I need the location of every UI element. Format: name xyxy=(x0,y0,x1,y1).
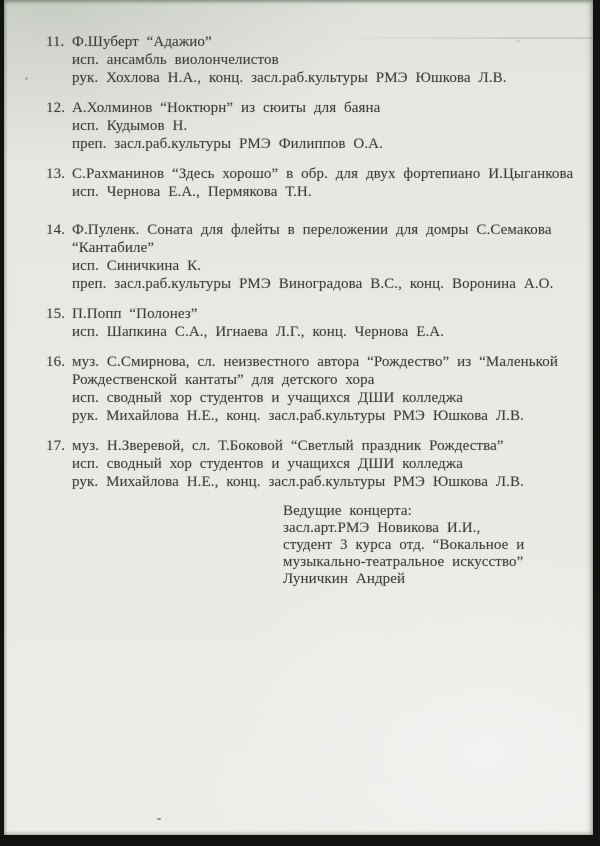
item-number: 14. xyxy=(46,222,66,238)
paper-speck xyxy=(157,818,161,820)
item-number: 17. xyxy=(46,438,66,454)
program-line: С.Рахманинов “Здесь хорошо” в обр. для двух фортепиано И.Цыганкова xyxy=(72,166,574,182)
item-number: 13. xyxy=(46,166,66,182)
program-item-15 xyxy=(46,305,591,341)
program-item-16 xyxy=(46,353,591,425)
program-line: А.Холминов “Ноктюрн” из сюиты для баяна xyxy=(72,100,381,116)
program-line: П.Попп “Полонез” xyxy=(72,306,198,322)
program-item-12 xyxy=(46,99,591,153)
program-line: исп. Кудымов Н. xyxy=(72,118,188,134)
program-item-11 xyxy=(46,33,591,87)
program-line: исп. ансамбль виолончелистов xyxy=(72,52,279,68)
program-line: “Кантабиле” xyxy=(72,240,155,256)
presenter-line: музыкально-театральное искусство” xyxy=(283,554,524,570)
presenter-line: засл.арт.РМЭ Новикова И.И., xyxy=(283,520,481,536)
program-line: муз. С.Смирнова, сл. неизвестного автора “Рождество” из “Маленькой xyxy=(72,354,559,370)
presenter-line: студент 3 курса отд. “Вокальное и xyxy=(283,537,525,553)
paper-speck xyxy=(24,76,28,80)
program-line: преп. засл.раб.культуры РМЭ Виноградова В.С., конц. Воронина А.О. xyxy=(72,276,554,292)
program-line: рук. Хохлова Н.А., конц. засл.раб.культуры РМЭ Юшкова Л.В. xyxy=(72,70,507,86)
program-line: исп. Чернова Е.А., Пермякова Т.Н. xyxy=(72,184,312,200)
program-item-14 xyxy=(46,221,591,293)
program-item-13 xyxy=(46,165,591,201)
document-page xyxy=(4,0,593,835)
program-line: Ф.Шуберт “Адажио” xyxy=(72,34,212,50)
presenters-block xyxy=(283,503,591,588)
program-line: муз. Н.Зверевой, сл. Т.Боковой “Светлый праздник Рождества” xyxy=(72,438,504,454)
item-number: 11. xyxy=(46,34,65,50)
program-item-17 xyxy=(46,437,591,491)
program-line: исп. сводный хор студентов и учащихся ДШИ колледжа xyxy=(72,390,463,406)
program-line: рук. Михайлова Н.Е., конц. засл.раб.культуры РМЭ Юшкова Л.В. xyxy=(72,474,524,490)
program-list xyxy=(46,33,591,588)
item-number: 16. xyxy=(46,354,66,370)
program-line: исп. Шапкина С.А., Игнаева Л.Г., конц. Чернова Е.А. xyxy=(72,324,445,340)
program-line: исп. сводный хор студентов и учащихся ДШИ колледжа xyxy=(72,456,463,472)
program-line: Рождественской кантаты” для детского хора xyxy=(72,372,375,388)
item-number: 15. xyxy=(46,306,66,322)
presenter-line: Луничкин Андрей xyxy=(283,571,406,587)
presenter-line: Ведущие концерта: xyxy=(283,503,412,519)
program-line: преп. засл.раб.культуры РМЭ Филиппов О.А. xyxy=(72,136,383,152)
program-line: рук. Михайлова Н.Е., конц. засл.раб.культуры РМЭ Юшкова Л.В. xyxy=(72,408,524,424)
program-line: исп. Синичкина К. xyxy=(72,258,202,274)
program-line: Ф.Пуленк. Соната для флейты в переложении для домры С.Семакова xyxy=(72,222,552,238)
item-number: 12. xyxy=(46,100,66,116)
